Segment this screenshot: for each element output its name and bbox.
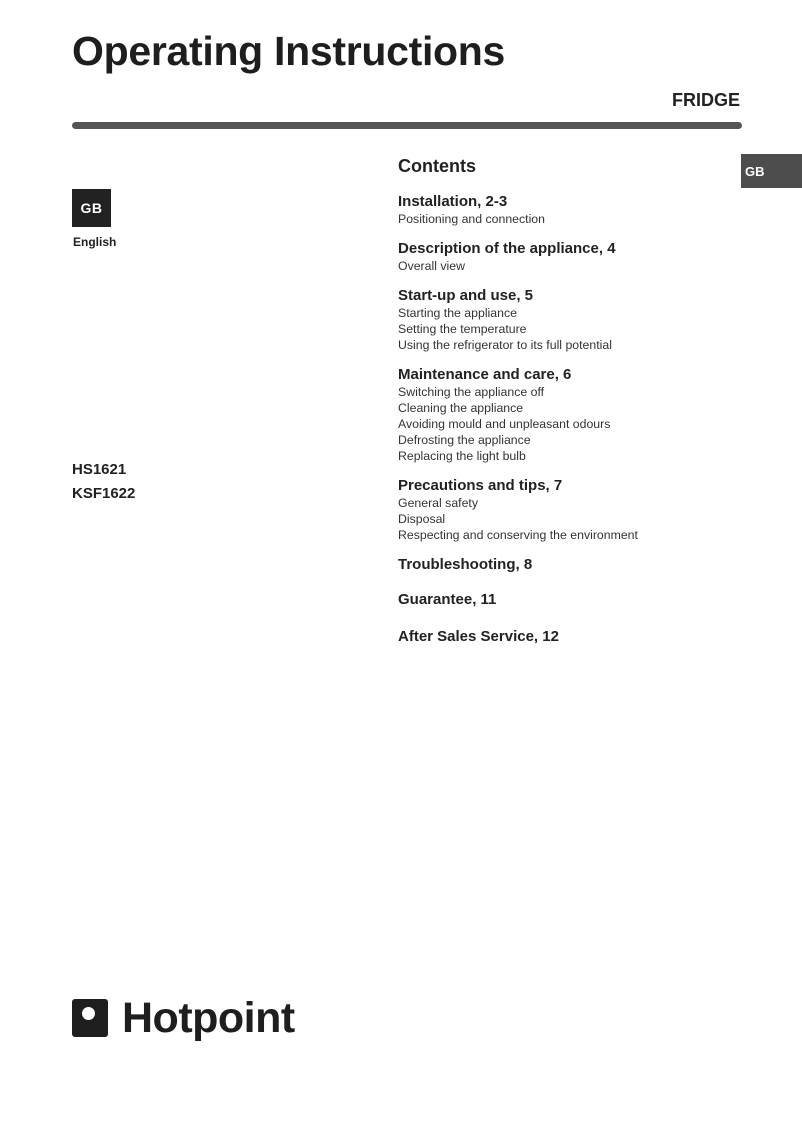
toc-item: Switching the appliance off (398, 385, 545, 399)
language-name: English (73, 235, 117, 249)
brand-name: Hotpoint (122, 994, 295, 1042)
toc-section (398, 628, 738, 646)
toc-section (398, 287, 738, 353)
model-list (72, 458, 135, 506)
toc-item: Using the refrigerator to its full potential (398, 338, 612, 352)
toc-section-title: Installation, 2-3 (398, 193, 508, 210)
toc-section-title: Guarantee, 11 (398, 591, 497, 608)
toc-item: Cleaning the appliance (398, 401, 524, 415)
toc-section (398, 366, 738, 464)
toc-item: Starting the appliance (398, 306, 517, 320)
toc-item: Disposal (398, 512, 446, 526)
toc-section-title: Start-up and use, 5 (398, 287, 534, 304)
toc-section (398, 240, 738, 274)
toc-section (398, 556, 738, 574)
toc-section-title: Troubleshooting, 8 (398, 556, 533, 573)
toc-item: General safety (398, 496, 478, 510)
toc-section (398, 477, 738, 543)
model-number: KSF1622 (72, 485, 136, 502)
toc-section-title: Maintenance and care, 6 (398, 366, 572, 383)
contents-heading: Contents (398, 156, 476, 176)
toc-item: Respecting and conserving the environment (398, 528, 638, 542)
toc-item: Setting the temperature (398, 322, 527, 336)
language-tab: GB (741, 154, 802, 188)
hotpoint-logo-icon (72, 999, 108, 1037)
toc-item: Overall view (398, 259, 465, 273)
model-number: HS1621 (72, 461, 127, 478)
toc-item: Replacing the light bulb (398, 449, 526, 463)
toc-section-title: Precautions and tips, 7 (398, 477, 563, 494)
toc-item: Avoiding mould and unpleasant odours (398, 417, 611, 431)
toc-section (398, 193, 738, 227)
toc-section (398, 591, 738, 609)
toc-item: Positioning and connection (398, 212, 545, 226)
toc-section-title: Description of the appliance, 4 (398, 240, 616, 257)
toc-section-title: After Sales Service, 12 (398, 628, 559, 645)
table-of-contents (398, 154, 738, 659)
brand-logo (72, 996, 295, 1040)
toc-item: Defrosting the appliance (398, 433, 531, 447)
language-badge: GB (72, 189, 111, 227)
header-divider (72, 122, 742, 129)
page-title: Operating Instructions (72, 28, 506, 74)
product-type: FRIDGE (671, 90, 740, 110)
